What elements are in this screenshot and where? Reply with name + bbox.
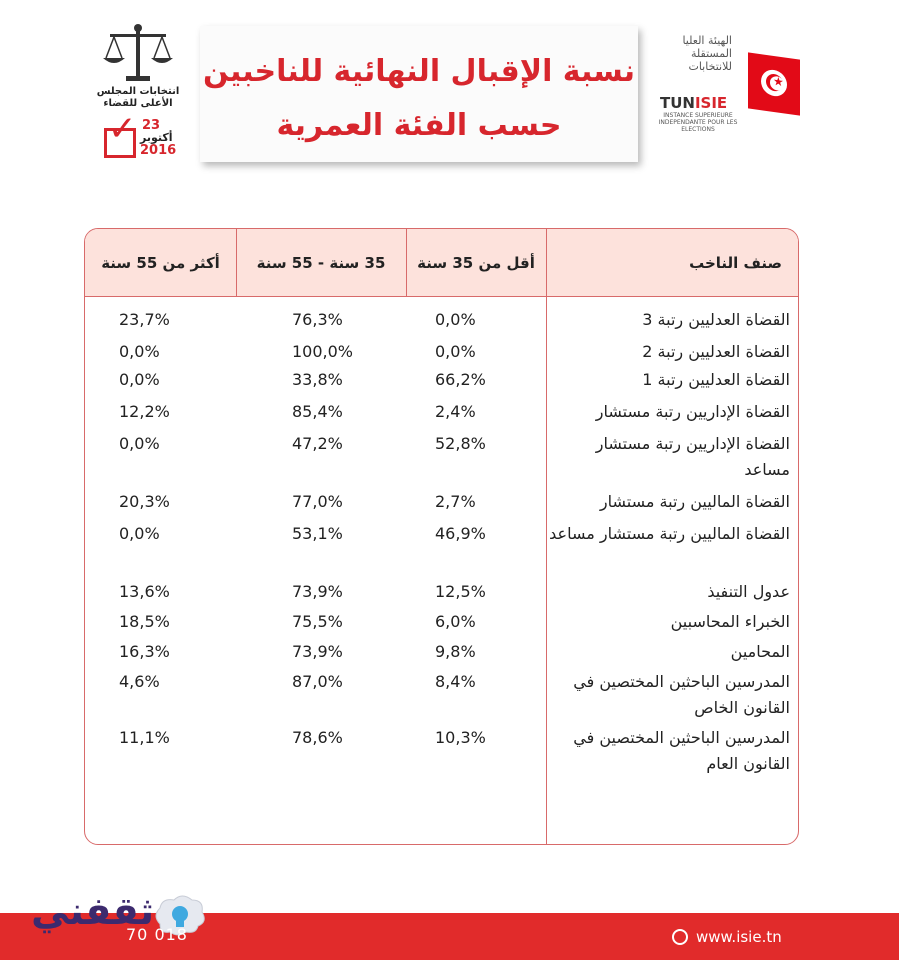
row-category: المحامين	[730, 642, 790, 661]
footer-website-link[interactable]: www.isie.tn	[696, 928, 782, 946]
row-over-55: 12,2%	[119, 402, 170, 421]
council-elections-label: انتخابات المجلس الأعلى للقضاء	[96, 86, 180, 109]
row-under-35: 0,0%	[435, 342, 476, 361]
row-category: المدرسين الباحثين المختصين في القانون الخاص	[573, 672, 790, 717]
row-under-35: 6,0%	[435, 612, 476, 631]
row-under-35: 2,7%	[435, 492, 476, 511]
row-category: عدول التنفيذ	[707, 582, 790, 601]
isie-arabic-name: الهيئة العليا المستقلة للانتخابات	[682, 34, 732, 73]
row-under-35: 52,8%	[435, 434, 486, 453]
row-category: الخبراء المحاسبين	[670, 612, 790, 631]
row-35-55: 73,9%	[292, 642, 343, 661]
row-over-55: 23,7%	[119, 310, 170, 329]
header-category: صنف الناخب	[689, 254, 782, 272]
row-over-55: 18,5%	[119, 612, 170, 631]
date-day: 23	[142, 118, 161, 133]
row-category: المدرسين الباحثين المختصين في القانون العام	[573, 728, 790, 773]
row-over-55: 0,0%	[119, 342, 160, 361]
row-35-55: 33,8%	[292, 370, 343, 389]
isie-mark-prefix: TUN	[660, 94, 695, 112]
row-over-55: 16,3%	[119, 642, 170, 661]
row-under-35: 0,0%	[435, 310, 476, 329]
table-header-row	[85, 229, 798, 297]
row-35-55: 100,0%	[292, 342, 354, 361]
row-over-55: 0,0%	[119, 524, 160, 543]
row-under-35: 12,5%	[435, 582, 486, 601]
row-category: القضاة العدليين رتبة 3	[642, 310, 790, 329]
page-title: نسبة الإقبال النهائية للناخبين	[202, 54, 636, 89]
row-35-55: 87,0%	[292, 672, 343, 691]
isie-mark-main: ISIE	[694, 94, 728, 112]
row-category: القضاة الإداريين رتبة مستشار مساعد	[595, 434, 790, 479]
row-35-55: 76,3%	[292, 310, 343, 329]
row-35-55: 77,0%	[292, 492, 343, 511]
isie-french-name: INSTANCE SUPERIEURE INDEPENDANTE POUR LES ELECTIONS	[658, 112, 738, 133]
column-divider	[236, 229, 237, 297]
row-over-55: 0,0%	[119, 434, 160, 453]
row-under-35: 66,2%	[435, 370, 486, 389]
row-35-55: 53,1%	[292, 524, 343, 543]
header-under-35: أقل من 35 سنة	[417, 254, 535, 272]
row-over-55: 0,0%	[119, 370, 160, 389]
date-month: أكتوبر	[140, 131, 173, 144]
row-under-35: 2,4%	[435, 402, 476, 421]
header-35-55: 35 سنة - 55 سنة	[256, 254, 386, 272]
election-date	[102, 109, 182, 178]
row-category: القضاة الماليين رتبة مستشار	[599, 492, 790, 511]
left-logo	[92, 22, 184, 162]
brand-text: ثقفني	[31, 889, 154, 933]
isie-mark	[660, 94, 727, 112]
row-over-55: 4,6%	[119, 672, 160, 691]
row-35-55: 78,6%	[292, 728, 343, 747]
footer-phone: 70 018	[126, 925, 188, 944]
row-under-35: 8,4%	[435, 672, 476, 691]
row-over-55: 20,3%	[119, 492, 170, 511]
row-under-35: 9,8%	[435, 642, 476, 661]
row-under-35: 46,9%	[435, 524, 486, 543]
scales-of-justice-icon	[100, 22, 176, 84]
isie-logo	[652, 34, 802, 154]
row-35-55: 85,4%	[292, 402, 343, 421]
column-divider	[406, 229, 407, 297]
header-over-55: أكثر من 55 سنة	[101, 254, 220, 272]
row-category: القضاة الإداريين رتبة مستشار	[595, 402, 790, 421]
row-category: القضاة الماليين رتبة مستشار مساعد	[549, 524, 790, 543]
page-subtitle: حسب الفئة العمرية	[276, 108, 562, 143]
title-box	[200, 26, 638, 162]
row-35-55: 73,9%	[292, 582, 343, 601]
row-35-55: 47,2%	[292, 434, 343, 453]
row-over-55: 13,6%	[119, 582, 170, 601]
row-under-35: 10,3%	[435, 728, 486, 747]
row-over-55: 11,1%	[119, 728, 170, 747]
row-35-55: 75,5%	[292, 612, 343, 631]
date-year: 2016	[140, 143, 177, 158]
dribbble-icon	[672, 929, 688, 945]
row-category: القضاة العدليين رتبة 1	[642, 370, 790, 389]
tunisia-flag-icon: ★	[748, 52, 800, 115]
turnout-table	[84, 228, 799, 845]
row-category: القضاة العدليين رتبة 2	[642, 342, 790, 361]
check-icon: ✓	[108, 109, 137, 149]
